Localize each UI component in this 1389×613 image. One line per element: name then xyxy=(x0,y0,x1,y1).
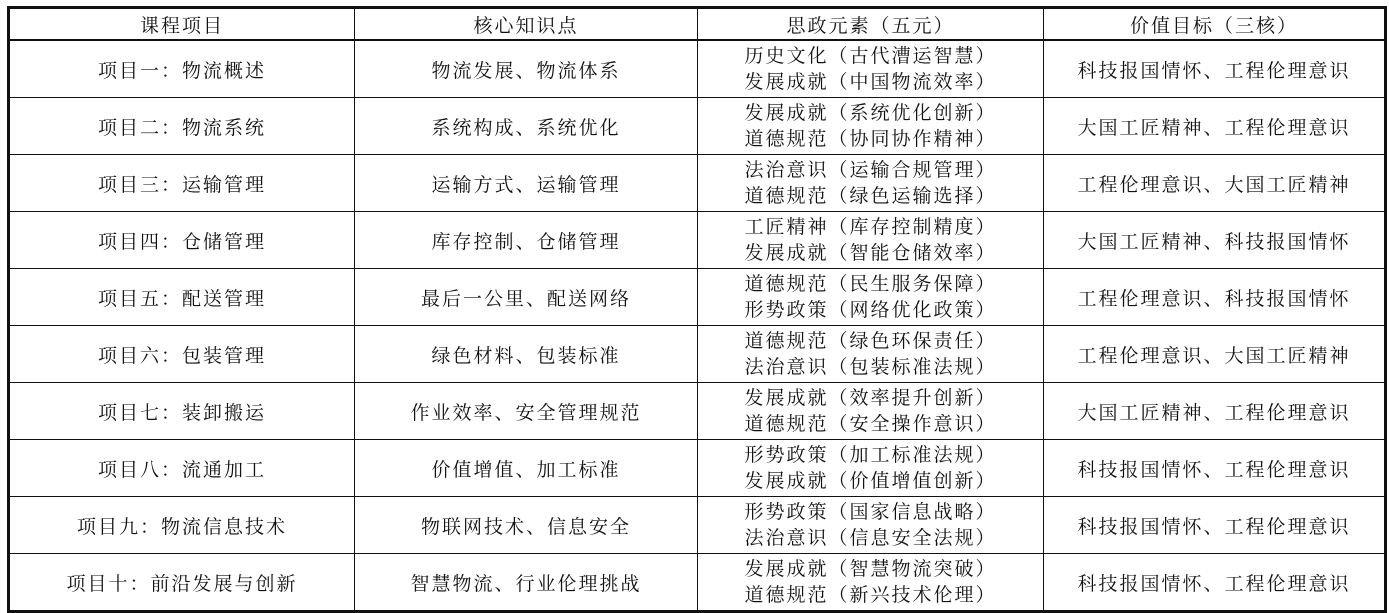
sizheng-line-2: 形势政策（网络优化政策） xyxy=(744,299,997,321)
sizheng-line-2: 道德规范（安全操作意识） xyxy=(744,413,997,435)
cell-project: 项目七：装卸搬运 xyxy=(9,383,355,440)
header-project: 课程项目 xyxy=(9,8,355,41)
curriculum-ideology-table xyxy=(7,6,1387,613)
header-sizheng: 思政元素（五元） xyxy=(698,8,1044,41)
cell-knowledge: 物联网技术、信息安全 xyxy=(355,497,698,554)
cell-knowledge: 作业效率、安全管理规范 xyxy=(355,383,698,440)
cell-value: 工程伦理意识、科技报国情怀 xyxy=(1044,269,1386,326)
table-row xyxy=(9,212,1386,269)
cell-sizheng xyxy=(698,554,1044,612)
table-row xyxy=(9,98,1386,155)
table-row xyxy=(9,440,1386,497)
sizheng-line-1: 形势政策（国家信息战略） xyxy=(744,501,997,523)
sizheng-line-2: 法治意识（信息安全法规） xyxy=(744,527,997,549)
cell-knowledge: 系统构成、系统优化 xyxy=(355,98,698,155)
cell-project: 项目一：物流概述 xyxy=(9,40,355,98)
cell-value: 大国工匠精神、科技报国情怀 xyxy=(1044,212,1386,269)
cell-project: 项目四：仓储管理 xyxy=(9,212,355,269)
sizheng-line-1: 发展成就（效率提升创新） xyxy=(744,387,997,409)
table-row xyxy=(9,155,1386,212)
sizheng-line-1: 形势政策（加工标准法规） xyxy=(744,444,997,466)
cell-project: 项目三：运输管理 xyxy=(9,155,355,212)
header-knowledge: 核心知识点 xyxy=(355,8,698,41)
cell-sizheng xyxy=(698,326,1044,383)
cell-knowledge: 绿色材料、包装标准 xyxy=(355,326,698,383)
cell-knowledge: 物流发展、物流体系 xyxy=(355,40,698,98)
cell-sizheng xyxy=(698,40,1044,98)
table-row xyxy=(9,326,1386,383)
cell-project: 项目六：包装管理 xyxy=(9,326,355,383)
cell-knowledge: 最后一公里、配送网络 xyxy=(355,269,698,326)
table-row xyxy=(9,40,1386,98)
cell-project: 项目五：配送管理 xyxy=(9,269,355,326)
sizheng-line-1: 历史文化（古代漕运智慧） xyxy=(744,45,997,67)
sizheng-line-2: 道德规范（新兴技术伦理） xyxy=(744,584,997,606)
cell-knowledge: 价值增值、加工标准 xyxy=(355,440,698,497)
cell-value: 工程伦理意识、大国工匠精神 xyxy=(1044,326,1386,383)
sizheng-line-1: 道德规范（绿色环保责任） xyxy=(744,330,997,352)
sizheng-line-1: 发展成就（智慧物流突破） xyxy=(744,558,997,580)
cell-project: 项目八：流通加工 xyxy=(9,440,355,497)
cell-project: 项目十：前沿发展与创新 xyxy=(9,554,355,612)
cell-value: 科技报国情怀、工程伦理意识 xyxy=(1044,554,1386,612)
cell-sizheng xyxy=(698,440,1044,497)
cell-knowledge: 运输方式、运输管理 xyxy=(355,155,698,212)
table-header xyxy=(9,8,1386,41)
cell-sizheng xyxy=(698,98,1044,155)
table-row xyxy=(9,497,1386,554)
cell-knowledge: 库存控制、仓储管理 xyxy=(355,212,698,269)
cell-value: 科技报国情怀、工程伦理意识 xyxy=(1044,440,1386,497)
cell-value: 工程伦理意识、大国工匠精神 xyxy=(1044,155,1386,212)
table-row xyxy=(9,383,1386,440)
cell-value: 科技报国情怀、工程伦理意识 xyxy=(1044,40,1386,98)
sizheng-line-1: 发展成就（系统优化创新） xyxy=(744,102,997,124)
sizheng-line-2: 道德规范（协同协作精神） xyxy=(744,128,997,150)
sizheng-line-2: 道德规范（绿色运输选择） xyxy=(744,185,997,207)
cell-knowledge: 智慧物流、行业伦理挑战 xyxy=(355,554,698,612)
sizheng-line-1: 法治意识（运输合规管理） xyxy=(744,159,997,181)
table-row xyxy=(9,269,1386,326)
header-row xyxy=(9,8,1386,41)
curriculum-table-container xyxy=(7,6,1387,613)
sizheng-line-2: 法治意识（包装标准法规） xyxy=(744,356,997,378)
sizheng-line-2: 发展成就（价值增值创新） xyxy=(744,470,997,492)
cell-sizheng xyxy=(698,212,1044,269)
header-value: 价值目标（三核） xyxy=(1044,8,1386,41)
cell-sizheng xyxy=(698,497,1044,554)
sizheng-line-2: 发展成就（智能仓储效率） xyxy=(744,242,997,264)
table-body xyxy=(9,40,1386,612)
cell-sizheng xyxy=(698,383,1044,440)
cell-value: 科技报国情怀、工程伦理意识 xyxy=(1044,497,1386,554)
sizheng-line-1: 工匠精神（库存控制精度） xyxy=(744,216,997,238)
sizheng-line-2: 发展成就（中国物流效率） xyxy=(744,71,997,93)
cell-project: 项目二：物流系统 xyxy=(9,98,355,155)
cell-sizheng xyxy=(698,155,1044,212)
cell-project: 项目九：物流信息技术 xyxy=(9,497,355,554)
table-row xyxy=(9,554,1386,612)
sizheng-line-1: 道德规范（民生服务保障） xyxy=(744,273,997,295)
cell-value: 大国工匠精神、工程伦理意识 xyxy=(1044,98,1386,155)
cell-value: 大国工匠精神、工程伦理意识 xyxy=(1044,383,1386,440)
cell-sizheng xyxy=(698,269,1044,326)
